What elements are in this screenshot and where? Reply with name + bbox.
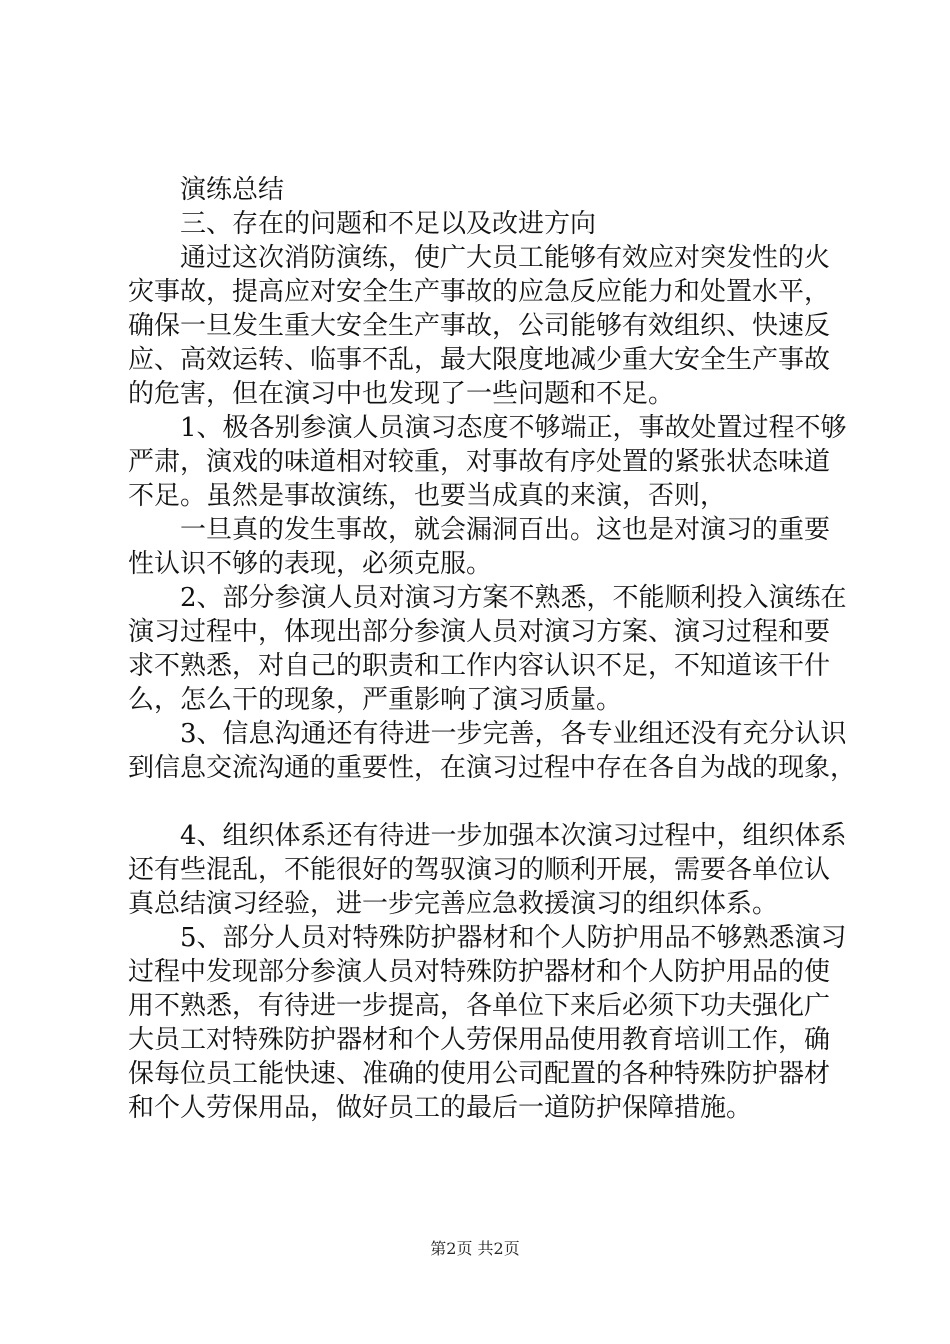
text-line: 确保一旦发生重大安全生产事故，公司能够有效组织、快速反 (128, 311, 831, 341)
text-line: 真总结演习经验，进一步完善应急救援演习的组织体系。 (128, 889, 779, 919)
text-line: 5、部分人员对特殊防护器材和个人防护用品不够熟悉演习 (180, 923, 847, 953)
text-line: 严肃，演戏的味道相对较重，对事故有序处置的紧张状态味道 (128, 447, 831, 477)
text-line: 性认识不够的表现，必须克服。 (128, 549, 493, 579)
document-title: 演练总结 (180, 175, 285, 205)
text-line: 和个人劳保用品，做好员工的最后一道防护保障措施。 (128, 1093, 753, 1123)
text-line: 1、极各别参演人员演习态度不够端正，事故处置过程不够 (180, 413, 847, 443)
text-line: 用不熟悉，有待进一步提高，各单位下来后必须下功夫强化广 (128, 991, 831, 1021)
text-line: 不足。虽然是事故演练，也要当成真的来演，否则， (128, 481, 727, 511)
text-line: 还有些混乱，不能很好的驾驭演习的顺利开展，需要各单位认 (128, 855, 831, 885)
text-line: 4、组织体系还有待进一步加强本次演习过程中，组织体系 (180, 821, 847, 851)
text-line: 过程中发现部分参演人员对特殊防护器材和个人防护用品的使 (128, 957, 831, 987)
text-line: 大员工对特殊防护器材和个人劳保用品使用教育培训工作，确 (128, 1025, 831, 1055)
text-line: 求不熟悉，对自己的职责和工作内容认识不足，不知道该干什 (128, 651, 831, 681)
text-line: 2、部分参演人员对演习方案不熟悉，不能顺利投入演练在 (180, 583, 847, 613)
text-line: 3、信息沟通还有待进一步完善，各专业组还没有充分认识 (180, 719, 847, 749)
text-line: 保每位员工能快速、准确的使用公司配置的各种特殊防护器材 (128, 1059, 831, 1089)
text-line: 演习过程中，体现出部分参演人员对演习方案、演习过程和要 (128, 617, 831, 647)
page-footer: 第2页 共2页 (430, 1239, 520, 1258)
text-line: 应、高效运转、临事不乱，最大限度地减少重大安全生产事故 (128, 345, 831, 375)
text-line: 么，怎么干的现象，严重影响了演习质量。 (128, 685, 623, 715)
text-line: 的危害，但在演习中也发现了一些问题和不足。 (128, 379, 675, 409)
section-heading: 三、存在的问题和不足以及改进方向 (180, 209, 597, 239)
text-line: 灾事故，提高应对安全生产事故的应急反应能力和处置水平， (128, 277, 831, 307)
text-line: 一旦真的发生事故，就会漏洞百出。这也是对演习的重要 (180, 515, 831, 545)
text-line: 到信息交流沟通的重要性，在演习过程中存在各自为战的现象， (128, 753, 857, 783)
text-line: 通过这次消防演练，使广大员工能够有效应对突发性的火 (180, 243, 831, 273)
